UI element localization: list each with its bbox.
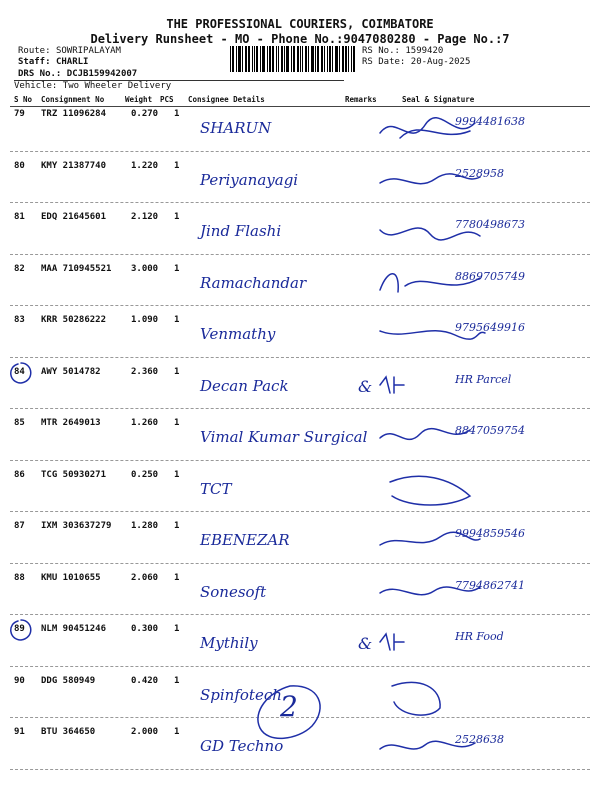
row-signature-scribble (380, 319, 490, 359)
barcode-bar (230, 46, 231, 72)
row-signature-note: 7780498673 (455, 218, 525, 231)
row-weight: 1.280 (131, 521, 159, 531)
row-signature-note: 9994481638 (455, 115, 525, 128)
row-signature-note: 2528958 (455, 166, 504, 180)
barcode-bar (302, 46, 303, 72)
row-weight: 1.260 (131, 418, 159, 428)
row-pcs: 1 (174, 727, 180, 737)
row-sno: 88 (14, 572, 25, 583)
row-sno: 79 (14, 109, 25, 119)
header-rule (10, 106, 590, 107)
row-consignee-handwritten: TCT (200, 479, 232, 498)
row-signature-note: HR Food (455, 630, 504, 643)
sno-circle-mark (6, 618, 36, 642)
row-consignee-handwritten: Venmathy (200, 325, 276, 343)
row-consignment-no: KMY 21387740 (41, 160, 107, 171)
row-consignment-no: AWY 5014782 (41, 366, 101, 377)
barcode-bar (291, 46, 292, 72)
row-consignment-no: MTR 2649013 (41, 418, 101, 428)
row-sno: 82 (14, 263, 25, 274)
rs-no-line (362, 46, 443, 57)
row-signature-note: 9994859546 (455, 527, 525, 540)
row-divider (10, 769, 590, 770)
row-pcs: 1 (174, 160, 180, 171)
col-weight: Weight (125, 95, 153, 104)
col-remarks: Remarks (345, 95, 377, 104)
barcode-bar (332, 46, 333, 72)
row-consignment-no: IXM 303637279 (41, 521, 112, 531)
barcode-bar (286, 46, 289, 72)
row-divider (10, 563, 590, 564)
drs-label: DRS No.: (18, 69, 62, 79)
row-weight: 2.120 (131, 212, 159, 222)
row-divider (10, 666, 590, 667)
company-title: THE PROFESSIONAL COURIERS, COIMBATORE (166, 17, 434, 31)
row-divider (10, 614, 590, 615)
barcode-bar (248, 46, 250, 72)
row-signature-scribble (380, 731, 490, 771)
row-pcs: 1 (174, 212, 180, 222)
row-weight: 0.300 (131, 624, 159, 634)
row-pcs: 1 (174, 469, 180, 480)
row-weight: 1.090 (131, 315, 159, 325)
row-consignment-no: MAA 710945521 (41, 263, 112, 274)
barcode-bar (252, 46, 253, 72)
row-signature-scribble (380, 680, 490, 720)
row-signature-scribble (380, 216, 490, 256)
row-signature-note: 2528638 (455, 733, 504, 746)
row-consignment-no: KRR 50286222 (41, 315, 107, 325)
row-signature-scribble (380, 474, 490, 514)
row-sno: 86 (14, 469, 25, 480)
row-signature-scribble (380, 371, 490, 411)
barcode-bar (345, 46, 347, 72)
row-consignee-handwritten: Sonesoft (200, 582, 267, 601)
row-consignee-handwritten: Decan Pack (200, 376, 289, 395)
barcode-bar (232, 46, 234, 72)
barcode-bar (329, 46, 331, 72)
staff-value: CHARLI (55, 57, 89, 67)
row-consignment-no: KMU 1010655 (41, 572, 101, 583)
barcode-bar (317, 46, 319, 72)
barcode-bar (335, 46, 338, 72)
row-signature-scribble (380, 628, 490, 668)
row-consignment-no: BTU 364650 (41, 727, 96, 737)
vehicle-label: Vehicle: (14, 81, 58, 91)
row-sno: 85 (14, 418, 25, 428)
barcode-bar (267, 46, 268, 72)
vehicle-line (14, 80, 344, 93)
rs-date-label: RS Date: (362, 57, 406, 67)
row-divider (10, 305, 590, 306)
route-line (18, 46, 121, 57)
barcode-bar (342, 46, 344, 72)
row-weight: 3.000 (131, 263, 159, 274)
row-pcs: 1 (174, 675, 180, 686)
barcode-bar (269, 46, 271, 72)
row-remark-handwritten: & (358, 634, 373, 653)
sno-circle-mark (6, 361, 36, 385)
barcode-bar (276, 46, 277, 72)
row-weight: 0.250 (131, 469, 159, 480)
row-divider (10, 202, 590, 203)
barcode-bar (308, 46, 309, 72)
row-consignee-handwritten: GD Techno (200, 737, 284, 755)
vehicle-value: Two Wheeler Delivery (62, 81, 172, 91)
route-value: SOWRIPALAYAM (55, 46, 121, 56)
row-divider (10, 460, 590, 461)
barcode-bar (284, 46, 285, 72)
barcode-bar (315, 46, 316, 72)
row-consignment-no: DDG 580949 (41, 675, 96, 686)
barcode-bar (293, 46, 295, 72)
row-consignment-no: TCG 50930271 (41, 469, 107, 480)
row-pcs: 1 (174, 572, 180, 583)
row-consignee-handwritten: Periyanayagi (200, 170, 299, 189)
row-consignee-handwritten: EBENEZAR (200, 531, 290, 549)
row-consignee-handwritten: SHARUN (200, 119, 272, 137)
row-sno: 81 (14, 212, 25, 222)
row-remark-handwritten: & (358, 376, 373, 396)
row-weight: 0.420 (131, 675, 159, 686)
barcode-bar (321, 46, 323, 72)
row-signature-scribble (380, 525, 490, 565)
row-sno: 84 (14, 366, 25, 377)
row-consignment-no: NLM 90451246 (41, 624, 107, 634)
barcode (230, 46, 358, 72)
barcode-bar (353, 46, 355, 72)
col-seal: Seal & Signature (402, 95, 475, 104)
row-sno: 83 (14, 315, 25, 325)
row-pcs: 1 (174, 263, 180, 274)
col-pcs: PCS (160, 95, 174, 104)
row-divider (10, 357, 590, 358)
barcode-bar (260, 46, 261, 72)
page-mark: 2 (280, 690, 298, 723)
staff-label: Staff: (18, 57, 51, 67)
row-weight: 2.360 (131, 366, 159, 377)
barcode-bar (254, 46, 255, 72)
row-signature-note: 9795649916 (455, 321, 525, 334)
barcode-bar (245, 46, 247, 72)
row-signature-scribble (380, 577, 490, 617)
barcode-bar (311, 46, 314, 72)
row-signature-scribble (380, 113, 490, 153)
barcode-bar (281, 46, 283, 72)
row-divider (10, 408, 590, 409)
barcode-bar (305, 46, 307, 72)
row-divider (10, 151, 590, 152)
row-sno: 80 (14, 160, 25, 171)
drs-value: DCJB159942007 (66, 69, 138, 79)
row-sno: 91 (14, 727, 25, 737)
barcode-bar (300, 46, 301, 72)
row-weight: 0.270 (131, 109, 159, 119)
row-pcs: 1 (174, 418, 180, 428)
row-pcs: 1 (174, 521, 180, 531)
barcode-bar (236, 46, 237, 72)
row-consignee-handwritten: Jind Flashi (200, 222, 282, 240)
rs-no-value: 1599420 (405, 46, 444, 56)
drs-line (18, 69, 137, 80)
row-consignment-no: TRZ 11096284 (41, 109, 107, 119)
row-sno: 89 (14, 624, 25, 634)
barcode-bar (348, 46, 349, 72)
barcode-bar (262, 46, 265, 72)
row-consignee-handwritten: Vimal Kumar Surgical (200, 428, 368, 446)
staff-line (18, 57, 88, 68)
row-signature-scribble (380, 268, 490, 308)
row-consignee-handwritten: Ramachandar (200, 273, 307, 292)
row-weight: 2.060 (131, 572, 159, 583)
rs-no-label: RS No.: (362, 46, 400, 56)
row-sno: 87 (14, 521, 25, 531)
row-weight: 1.220 (131, 160, 159, 171)
rs-date-value: 20-Aug-2025 (410, 57, 471, 67)
row-weight: 2.000 (131, 727, 159, 737)
barcode-bar (272, 46, 274, 72)
barcode-bar (238, 46, 241, 72)
row-signature-note: 7794862741 (455, 578, 525, 592)
col-sno: S No (14, 95, 33, 104)
barcode-bar (256, 46, 258, 72)
barcode-bar (324, 46, 325, 72)
row-pcs: 1 (174, 109, 180, 119)
row-consignment-no: EDQ 21645601 (41, 212, 107, 222)
barcode-bar (351, 46, 352, 72)
row-signature-note: HR Parcel (455, 372, 512, 386)
col-consignee: Consignee Details (188, 95, 265, 104)
rs-date-line (362, 57, 470, 68)
row-signature-note: 8869705749 (455, 269, 525, 283)
row-signature-note: 8847059754 (455, 424, 525, 437)
row-pcs: 1 (174, 624, 180, 634)
row-sno: 90 (14, 675, 25, 686)
row-pcs: 1 (174, 366, 180, 377)
row-signature-scribble (380, 165, 490, 205)
barcode-bar (278, 46, 279, 72)
barcode-bar (339, 46, 340, 72)
barcode-bar (242, 46, 243, 72)
row-signature-scribble (380, 422, 490, 462)
row-pcs: 1 (174, 315, 180, 325)
runsheet-subtitle: Delivery Runsheet - MO - Phone No.:9047080280 - Page No.:7 (90, 32, 510, 46)
row-divider (10, 254, 590, 255)
row-consignee-handwritten: Spinfotech (200, 685, 282, 704)
row-divider (10, 511, 590, 512)
col-consignment: Consignment No (41, 95, 105, 104)
row-consignee-handwritten: Mythily (200, 634, 258, 652)
route-label: Route: (18, 46, 51, 56)
barcode-bar (297, 46, 299, 72)
barcode-bar (327, 46, 328, 72)
